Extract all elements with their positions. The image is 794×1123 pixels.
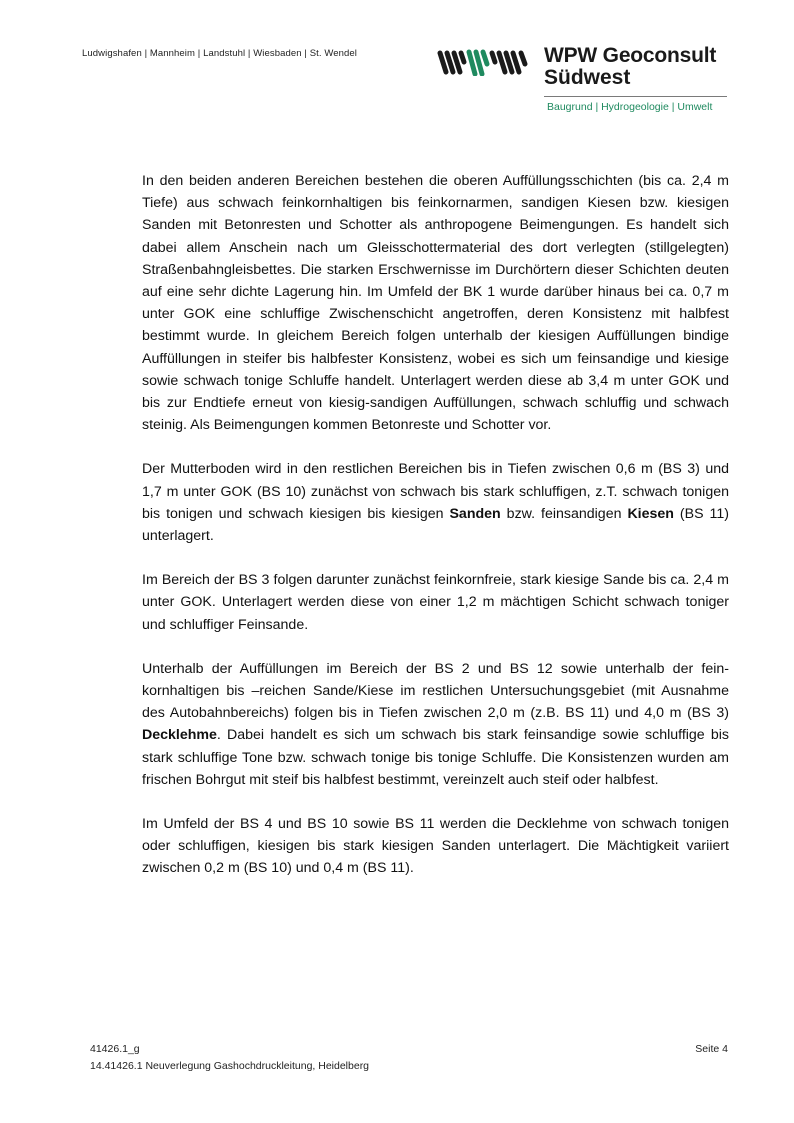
logo-title: WPW Geoconsult [544, 44, 717, 67]
paragraph-text: (BS 11) unterlagert. [142, 505, 729, 545]
logo-tagline: Baugrund | Hydrogeologie | Umwelt [547, 101, 713, 113]
page-footer [90, 1041, 728, 1075]
paragraph-4 [142, 658, 729, 791]
footer-doc-id: 41426.1_g [90, 1043, 140, 1055]
logo-divider [544, 96, 727, 97]
paragraph-3: Im Bereich der BS 3 folgen darunter zunächst feinkornfreie, stark kiesige Sande bis ca. 2,4 m unter GOK. Unterlagert werden diese von einer 1,2 m mächtigen Schicht schwach toniger und schluffiger Feinsande. [142, 572, 729, 633]
wpw-logo-mark-icon [437, 48, 533, 76]
company-logo [437, 44, 729, 120]
bold-term-sanden: Sanden [449, 505, 501, 522]
document-body [142, 170, 729, 902]
bold-term-decklehme: Decklehme [142, 727, 217, 744]
logo-subtitle: Südwest [544, 66, 631, 89]
header-locations: Ludwigshafen | Mannheim | Landstuhl | Wiesbaden | St. Wendel [82, 48, 357, 59]
footer-project: 14.41426.1 Neuverlegung Gashochdruckleitung, Heidelberg [90, 1060, 370, 1072]
paragraph-text: Der Mutterboden wird in den restlichen Bereichen bis in Tiefen zwischen 0,6 m (BS 3) und 1,7 m unter GOK (BS 10) zunächst von schwach bis stark schluffigen, z.T. schwach tonigen bis tonigen und schwach kiesigen bis kiesigen [142, 461, 729, 522]
bold-term-kiesen: Kiesen [627, 505, 674, 522]
paragraph-text: Unterhalb der Auffüllungen im Bereich der BS 2 und BS 12 sowie unterhalb der feinkornhaltigen bis –reichen Sande/Kiese im restlichen Untersuchungsgebiet (mit Ausnahme des Autobahnbereichs) folgen bis in Tiefen zwischen 2,0 m (z.B. BS 11) und 4,0 m (BS 3) [142, 660, 729, 722]
paragraph-2 [142, 458, 729, 547]
paragraph-text: bzw. feinsandigen [500, 505, 628, 522]
paragraph-text: . Dabei handelt es sich um schwach bis stark feinsandige sowie schluffige bis stark schluffige Tone bzw. schwach tonige bis tonige Schluffe. Die Konsistenzen wurden am frischen Bohrgut mit steif bis halbfest bestimmt, vereinzelt auch steif oder halbfest. [142, 727, 729, 788]
paragraph-1: In den beiden anderen Bereichen bestehen die oberen Auffüllungsschichten (bis ca. 2,4 m Tiefe) aus schwach feinkornhaltigen bis feinkornarmen, sandigen Kiesen bzw. kiesigen Sanden mit Betonresten und Schotter als anthropogene Beimengungen. Es handelt sich dabei allem Anschein nach um Gleisschottermaterial des dort verlegten (stillgelegten) Straßenbahngleisbettes. Die starken Erschwernisse im Durchörtern dieser Schichten deuten auf eine sehr dichte Lagerung hin. Im Umfeld der BK 1 wurde darüber hinaus bei ca. 0,7 m unter GOK eine schluffige Zwischenschicht angetroffen, deren Konsistenz mit halbfest bestimmt wurde. In gleichem Bereich folgen unterhalb der kiesigen Auffüllungen bindige Auffüllungen in steifer bis halbfester Konsistenz, wobei es sich um feinsandige und kiesige sowie schwach tonige Schluffe handelt. Unterlagert werden diese ab 3,4 m unter GOK und bis zur Endtiefe erneut von kiesig-sandigen Auffüllungen, schwach schluffig und schwach steinig. Als Beimengungen kommen Betonreste und Schotter vor. [142, 173, 729, 434]
footer-page-number: Seite 4 [695, 1043, 728, 1055]
paragraph-5: Im Umfeld der BS 4 und BS 10 sowie BS 11 werden die Decklehme von schwach tonigen oder schluffigen, kiesigen bis stark kiesigen Sanden unterlagert. Die Mächtigkeit variiert zwischen 0,2 m (BS 10) und 0,4 m (BS 11). [142, 816, 729, 877]
